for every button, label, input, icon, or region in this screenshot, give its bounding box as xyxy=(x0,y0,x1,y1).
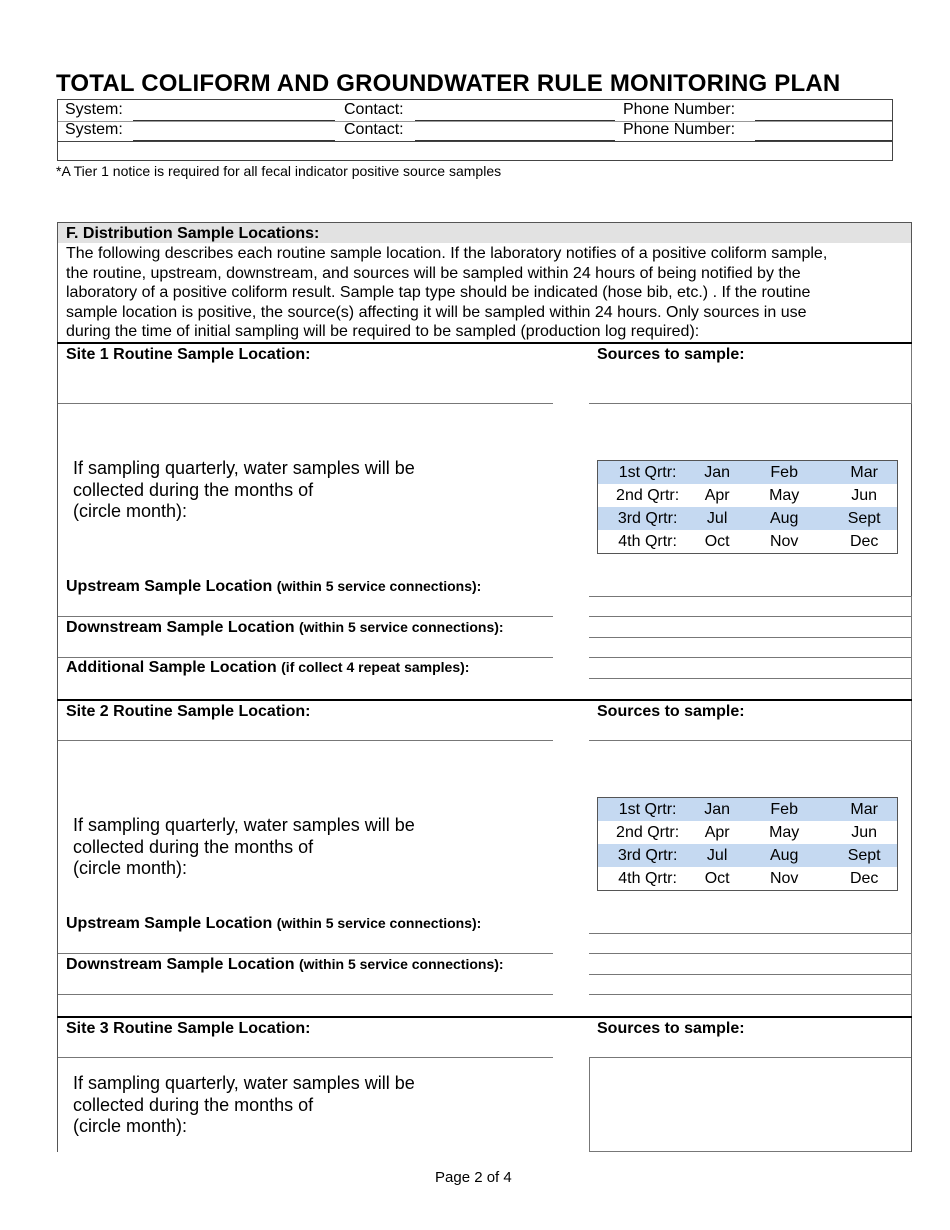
page-title: TOTAL COLIFORM AND GROUNDWATER RULE MONITORING PLAN xyxy=(56,70,841,97)
site1-quarter-table xyxy=(597,460,898,554)
divider-site2 xyxy=(57,699,912,701)
site1-label: Site 1 Routine Sample Location: xyxy=(66,346,311,363)
month-cell[interactable]: Nov xyxy=(769,532,799,550)
system-field-1[interactable] xyxy=(133,120,335,121)
site1-upstream-label: Upstream Sample Location (within 5 service connections): xyxy=(66,578,482,595)
quarter-row: 3rd Qrtr: Jul Aug Sept xyxy=(598,844,898,867)
month-cell[interactable]: Oct xyxy=(704,869,730,887)
section-heading: F. Distribution Sample Locations: xyxy=(66,225,320,242)
quarter-row: 4th Qrtr: Oct Nov Dec xyxy=(598,867,898,891)
quarter-row: 1st Qrtr: Jan Feb Mar xyxy=(598,461,898,485)
site3-sources-label: Sources to sample: xyxy=(597,1020,745,1037)
site3-quarterly-text: If sampling quarterly, water samples will be collected during the months of (circle month): xyxy=(73,1073,415,1136)
month-cell[interactable]: Dec xyxy=(849,532,879,550)
site1-sources-field[interactable] xyxy=(589,403,911,404)
site3-label: Site 3 Routine Sample Location: xyxy=(66,1020,311,1037)
divider-site1 xyxy=(57,342,912,344)
month-cell[interactable]: May xyxy=(769,823,800,841)
site2-upstream-label: Upstream Sample Location (within 5 service connections): xyxy=(66,915,482,932)
site1-quarterly-text: If sampling quarterly, water samples will be collected during the months of (circle month): xyxy=(73,458,415,521)
month-cell[interactable]: Aug xyxy=(737,507,831,530)
contact-info-box xyxy=(57,99,893,161)
phone-label-1: Phone Number: xyxy=(623,101,736,118)
month-cell[interactable]: Sept xyxy=(831,507,897,530)
site1-downstream-label: Downstream Sample Location (within 5 service connections): xyxy=(66,619,504,636)
quarter-row: 2nd Qrtr: Apr May Jun xyxy=(598,484,898,507)
site2-location-field[interactable] xyxy=(58,740,553,741)
month-cell[interactable]: Oct xyxy=(704,532,730,550)
site3-sources-field[interactable] xyxy=(589,1057,911,1058)
contact-label-1: Contact: xyxy=(344,101,404,118)
site1-additional-field[interactable] xyxy=(589,678,911,679)
system-label-2: System: xyxy=(65,121,123,138)
site2-quarter-table xyxy=(597,797,898,891)
site2-upstream-field[interactable] xyxy=(58,953,553,954)
site2-sources-label: Sources to sample: xyxy=(597,703,745,720)
site1-additional-label: Additional Sample Location (if collect 4 repeat samples): xyxy=(66,659,470,676)
site2-label: Site 2 Routine Sample Location: xyxy=(66,703,311,720)
phone-field-2[interactable] xyxy=(755,140,892,141)
site3-location-field[interactable] xyxy=(58,1057,553,1058)
phone-label-2: Phone Number: xyxy=(623,121,736,138)
month-cell[interactable]: Jan xyxy=(697,798,737,822)
contact-label-2: Contact: xyxy=(344,121,404,138)
month-cell[interactable]: Feb xyxy=(737,461,831,485)
month-cell[interactable]: Mar xyxy=(831,798,897,822)
site1-sources-label: Sources to sample: xyxy=(597,346,745,363)
phone-field-1[interactable] xyxy=(755,120,892,121)
month-cell[interactable]: Mar xyxy=(831,461,897,485)
contact-field-1[interactable] xyxy=(415,120,615,121)
month-cell[interactable]: Jun xyxy=(851,486,878,504)
month-cell[interactable]: Sept xyxy=(831,844,897,867)
site2-downstream-label: Downstream Sample Location (within 5 service connections): xyxy=(66,956,504,973)
section-intro: The following describes each routine sample location. If the laboratory notifies of a positive coliform sample, the routine, upstream, downstream, and sources will be sampled within 24 hours of being notified by the laboratory of a positive coliform result. Sample tap type should be indicated (hose bib, etc.) . If the routine sample location is positive, the source(s) affecting it will be sampled within 24 hours. Only sources in use during the time of initial sampling will be required to be sampled (production log required): xyxy=(66,245,828,341)
month-cell[interactable]: Feb xyxy=(737,798,831,822)
contact-field-2[interactable] xyxy=(415,140,615,141)
tier1-note: *A Tier 1 notice is required for all fecal indicator positive source samples xyxy=(56,163,502,179)
system-label-1: System: xyxy=(65,101,123,118)
month-cell[interactable]: May xyxy=(769,486,800,504)
month-cell[interactable]: Dec xyxy=(849,869,879,887)
quarter-row: 4th Qrtr: Oct Nov Dec xyxy=(598,530,898,554)
divider-site3 xyxy=(57,1016,912,1018)
quarter-row: 3rd Qrtr: Jul Aug Sept xyxy=(598,507,898,530)
month-cell[interactable]: Apr xyxy=(704,823,730,841)
month-cell[interactable]: Aug xyxy=(737,844,831,867)
system-field-2[interactable] xyxy=(133,140,335,141)
site1-downstream-field[interactable] xyxy=(58,657,553,658)
month-cell[interactable]: Jul xyxy=(697,507,737,530)
month-cell[interactable]: Nov xyxy=(769,869,799,887)
month-cell[interactable]: Apr xyxy=(704,486,730,504)
site2-downstream-field[interactable] xyxy=(58,994,553,995)
page-number: Page 2 of 4 xyxy=(435,1169,512,1186)
site2-quarterly-text: If sampling quarterly, water samples will be collected during the months of (circle month): xyxy=(73,815,415,878)
site2-sources-field[interactable] xyxy=(589,740,911,741)
month-cell[interactable]: Jul xyxy=(697,844,737,867)
site1-upstream-field[interactable] xyxy=(58,616,553,617)
month-cell[interactable]: Jun xyxy=(851,823,878,841)
site1-location-field[interactable] xyxy=(58,403,553,404)
month-cell[interactable]: Jan xyxy=(697,461,737,485)
quarter-row: 1st Qrtr: Jan Feb Mar xyxy=(598,798,898,822)
quarter-row: 2nd Qrtr: Apr May Jun xyxy=(598,821,898,844)
